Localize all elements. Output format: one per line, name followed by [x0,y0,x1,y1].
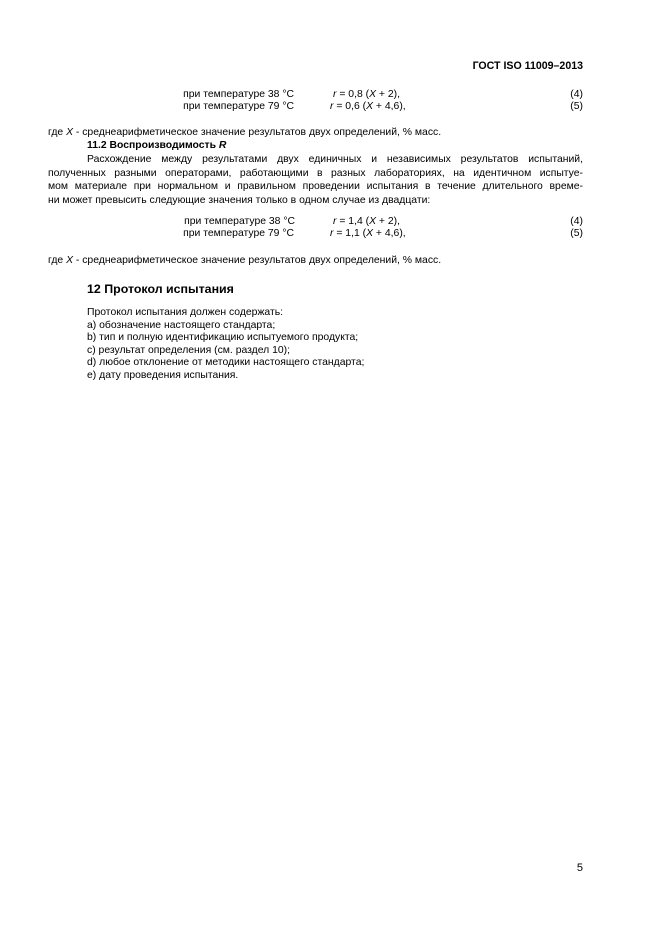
paragraph-line: ни может превысить следующие значения только в одном случае из двадцати: [48,194,431,206]
section-heading: 11.2 Воспроизводимость R [87,140,227,151]
document-code: ГОСТ ISO 11009–2013 [472,60,583,72]
equation-expression: r = 0,6 (X + 4,6), [330,101,406,112]
equation-label: при температуре 38 °С [184,216,295,227]
where-note: где X - среднеарифметическое значение результатов двух определений, % масс. [48,127,442,138]
list-item: Протокол испытания должен содержать: [87,307,284,318]
equation-number: (5) [570,101,583,112]
list-item: c) результат определения (см. раздел 10); [87,344,291,356]
list-item: а) обозначение настоящего стандарта; [87,319,276,331]
where-note: где X - среднеарифметическое значение результатов двух определений, % масс. [48,255,442,266]
equation-number: (5) [570,228,583,239]
equation-number: (4) [570,216,583,227]
paragraph [48,153,583,207]
paragraph-line: Расхождение между результатами двух единичных и независимых результатов испытаний, [87,154,583,165]
equation-label: при температуре 79 °С [183,101,294,112]
section-heading: 12 Протокол испытания [87,282,234,296]
equation-expression: r = 0,8 (X + 2), [333,89,401,100]
equation-expression: r = 1,1 (X + 4,6), [330,228,406,239]
list-item: d) любое отклонение от методики настоящего стандарта; [87,357,365,369]
equation-label: при температуре 38 °С [183,89,294,100]
equation-expression: r = 1,4 (X + 2), [333,216,401,227]
paragraph-line: полученных разными операторами, работающими в разных лабораториях, на идентичном испытуе- [48,167,583,179]
page-number: 5 [576,862,583,874]
equation-number: (4) [570,89,583,100]
list-item: e) дату проведения испытания. [87,369,239,381]
paragraph-line: мом материале при нормальном и правильном проведении испытания в течение длительного време- [48,181,583,193]
equation-label: при температуре 79 °С [183,228,294,239]
list-item: b) тип и полную идентификацию испытуемого продукта; [87,332,359,344]
protocol-list [87,307,364,383]
